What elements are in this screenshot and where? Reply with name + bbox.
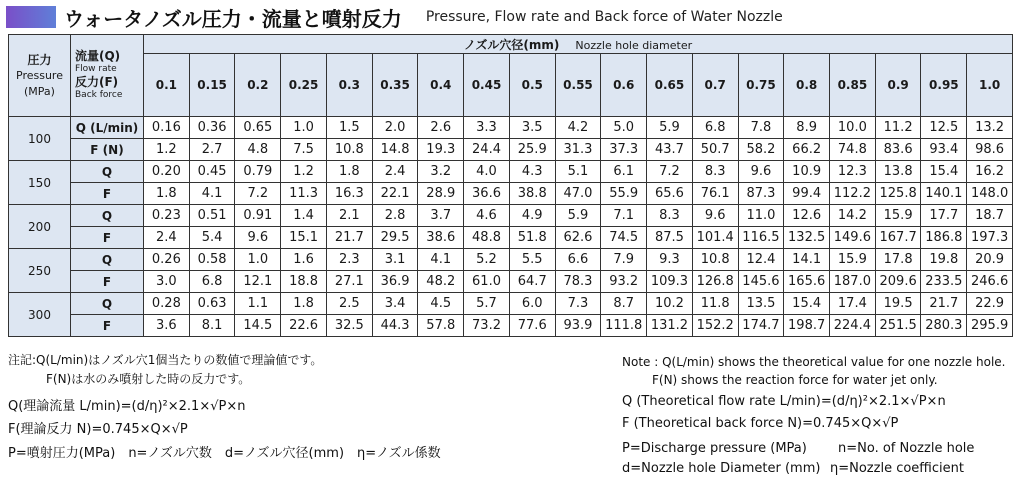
- table-row: [9, 183, 1013, 205]
- value-cell: 21.7: [326, 227, 372, 249]
- value-cell: 12.4: [738, 249, 784, 271]
- diameter-cell: 0.75: [738, 54, 784, 117]
- table-body: [9, 117, 1013, 337]
- value-cell: 4.2: [555, 117, 601, 139]
- value-cell: 14.8: [372, 139, 418, 161]
- value-cell: 19.3: [418, 139, 464, 161]
- value-cell: 58.2: [738, 139, 784, 161]
- value-cell: 12.6: [784, 205, 830, 227]
- value-cell: 55.9: [601, 183, 647, 205]
- value-cell: 6.8: [692, 117, 738, 139]
- table-row: [9, 161, 1013, 183]
- diameter-cell: 0.3: [326, 54, 372, 117]
- value-cell: 198.7: [784, 315, 830, 337]
- pressure-header: 圧力 Pressure (MPa): [9, 35, 71, 117]
- value-cell: 57.8: [418, 315, 464, 337]
- value-cell: 15.1: [281, 227, 327, 249]
- value-cell: 1.4: [281, 205, 327, 227]
- value-cell: 9.6: [692, 205, 738, 227]
- legend-en-d: d=Nozzle hole Diameter (mm): [622, 461, 821, 476]
- value-cell: 145.6: [738, 271, 784, 293]
- value-cell: 251.5: [875, 315, 921, 337]
- value-cell: 44.3: [372, 315, 418, 337]
- value-cell: 295.9: [967, 315, 1013, 337]
- value-cell: 74.5: [601, 227, 647, 249]
- value-cell: 1.8: [144, 183, 190, 205]
- value-cell: 0.45: [189, 161, 235, 183]
- value-cell: 5.9: [555, 205, 601, 227]
- value-cell: 7.9: [601, 249, 647, 271]
- pressure-cell: 150: [9, 161, 71, 205]
- value-cell: 1.2: [144, 139, 190, 161]
- value-cell: 17.8: [875, 249, 921, 271]
- value-cell: 10.8: [692, 249, 738, 271]
- value-cell: 6.1: [601, 161, 647, 183]
- value-cell: 12.3: [830, 161, 876, 183]
- table-row: [9, 205, 1013, 227]
- value-cell: 78.3: [555, 271, 601, 293]
- value-cell: 47.0: [555, 183, 601, 205]
- table-row: [9, 315, 1013, 337]
- value-cell: 77.6: [509, 315, 555, 337]
- value-cell: 2.6: [418, 117, 464, 139]
- value-cell: 0.20: [144, 161, 190, 183]
- value-cell: 131.2: [647, 315, 693, 337]
- value-cell: 22.6: [281, 315, 327, 337]
- value-cell: 3.3: [464, 117, 510, 139]
- diameter-cell: 0.7: [692, 54, 738, 117]
- value-cell: 99.4: [784, 183, 830, 205]
- value-cell: 3.1: [372, 249, 418, 271]
- value-cell: 5.5: [509, 249, 555, 271]
- value-cell: 20.9: [967, 249, 1013, 271]
- value-cell: 9.3: [647, 249, 693, 271]
- note-en-1: Note : Q(L/min) shows the theoretical value for one nozzle hole.: [622, 355, 1006, 369]
- value-cell: 19.8: [921, 249, 967, 271]
- value-cell: 32.5: [326, 315, 372, 337]
- value-cell: 1.0: [281, 117, 327, 139]
- value-cell: 280.3: [921, 315, 967, 337]
- value-cell: 13.5: [738, 293, 784, 315]
- value-cell: 83.6: [875, 139, 921, 161]
- value-cell: 246.6: [967, 271, 1013, 293]
- value-cell: 14.5: [235, 315, 281, 337]
- value-cell: 5.7: [464, 293, 510, 315]
- row-kind-label: F: [71, 271, 144, 293]
- diameter-cell: 0.35: [372, 54, 418, 117]
- value-cell: 16.3: [326, 183, 372, 205]
- value-cell: 21.7: [921, 293, 967, 315]
- row-kind-label: F: [71, 183, 144, 205]
- value-cell: 93.2: [601, 271, 647, 293]
- value-cell: 11.3: [281, 183, 327, 205]
- value-cell: 15.4: [921, 161, 967, 183]
- value-cell: 50.7: [692, 139, 738, 161]
- value-cell: 38.6: [418, 227, 464, 249]
- value-cell: 6.0: [509, 293, 555, 315]
- row-kind-label: F: [71, 315, 144, 337]
- value-cell: 4.3: [509, 161, 555, 183]
- value-cell: 36.6: [464, 183, 510, 205]
- value-cell: 209.6: [875, 271, 921, 293]
- value-cell: 2.7: [189, 139, 235, 161]
- value-cell: 9.6: [235, 227, 281, 249]
- value-cell: 109.3: [647, 271, 693, 293]
- diameter-cell: 0.8: [784, 54, 830, 117]
- value-cell: 22.9: [967, 293, 1013, 315]
- value-cell: 233.5: [921, 271, 967, 293]
- value-cell: 132.5: [784, 227, 830, 249]
- value-cell: 3.7: [418, 205, 464, 227]
- value-cell: 3.5: [509, 117, 555, 139]
- pressure-cell: 200: [9, 205, 71, 249]
- formula-q-jp: Q(理論流量 L/min)=(d/η)²×2.1×√P×n: [8, 399, 246, 414]
- value-cell: 2.4: [372, 161, 418, 183]
- value-cell: 24.4: [464, 139, 510, 161]
- value-cell: 15.4: [784, 293, 830, 315]
- value-cell: 19.5: [875, 293, 921, 315]
- legend-en-p: P=Discharge pressure (MPa): [622, 441, 807, 456]
- value-cell: 7.8: [738, 117, 784, 139]
- value-cell: 7.3: [555, 293, 601, 315]
- value-cell: 8.3: [692, 161, 738, 183]
- value-cell: 9.6: [738, 161, 784, 183]
- note-jp-2: F(N)は水のみ噴射した時の反力です。: [46, 372, 251, 386]
- value-cell: 17.4: [830, 293, 876, 315]
- value-cell: 3.0: [144, 271, 190, 293]
- value-cell: 14.1: [784, 249, 830, 271]
- table-row: [9, 227, 1013, 249]
- value-cell: 0.16: [144, 117, 190, 139]
- diameter-cell: 0.15: [189, 54, 235, 117]
- title-bar: [6, 4, 783, 30]
- value-cell: 4.0: [464, 161, 510, 183]
- value-cell: 7.2: [647, 161, 693, 183]
- value-cell: 11.0: [738, 205, 784, 227]
- value-cell: 0.79: [235, 161, 281, 183]
- value-cell: 37.3: [601, 139, 647, 161]
- value-cell: 10.0: [830, 117, 876, 139]
- value-cell: 18.7: [967, 205, 1013, 227]
- value-cell: 6.6: [555, 249, 601, 271]
- title-english: Pressure, Flow rate and Back force of Water Nozzle: [425, 9, 783, 25]
- value-cell: 224.4: [830, 315, 876, 337]
- value-cell: 152.2: [692, 315, 738, 337]
- value-cell: 3.6: [144, 315, 190, 337]
- value-cell: 11.8: [692, 293, 738, 315]
- value-cell: 62.6: [555, 227, 601, 249]
- row-kind-label: Q: [71, 205, 144, 227]
- value-cell: 126.8: [692, 271, 738, 293]
- value-cell: 16.2: [967, 161, 1013, 183]
- value-cell: 13.2: [967, 117, 1013, 139]
- title-color-block: [6, 6, 56, 28]
- formula-q-en: Q (Theoretical flow rate L/min)=(d/η)²×2.1×√P×n: [622, 394, 946, 409]
- value-cell: 4.6: [464, 205, 510, 227]
- value-cell: 112.2: [830, 183, 876, 205]
- value-cell: 1.8: [326, 161, 372, 183]
- diameter-cell: 0.6: [601, 54, 647, 117]
- pressure-cell: 300: [9, 293, 71, 337]
- diameter-cell: 0.25: [281, 54, 327, 117]
- value-cell: 2.8: [372, 205, 418, 227]
- value-cell: 3.2: [418, 161, 464, 183]
- value-cell: 0.26: [144, 249, 190, 271]
- table-row: [9, 117, 1013, 139]
- value-cell: 61.0: [464, 271, 510, 293]
- value-cell: 98.6: [967, 139, 1013, 161]
- table-row: [9, 139, 1013, 161]
- table-row: [9, 249, 1013, 271]
- value-cell: 2.1: [326, 205, 372, 227]
- value-cell: 10.2: [647, 293, 693, 315]
- value-cell: 0.58: [189, 249, 235, 271]
- value-cell: 0.51: [189, 205, 235, 227]
- value-cell: 73.2: [464, 315, 510, 337]
- value-cell: 65.6: [647, 183, 693, 205]
- value-cell: 17.7: [921, 205, 967, 227]
- legend-en-eta: η=Nozzle coefficient: [830, 461, 964, 476]
- diameter-cell: 0.65: [647, 54, 693, 117]
- value-cell: 187.0: [830, 271, 876, 293]
- diameter-cell: 0.55: [555, 54, 601, 117]
- value-cell: 4.5: [418, 293, 464, 315]
- value-cell: 51.8: [509, 227, 555, 249]
- value-cell: 5.1: [555, 161, 601, 183]
- pressure-cell: 100: [9, 117, 71, 161]
- value-cell: 111.8: [601, 315, 647, 337]
- nozzle-diameter-header: ノズル穴径(mm) Nozzle hole diameter: [144, 35, 1013, 54]
- value-cell: 2.3: [326, 249, 372, 271]
- value-cell: 0.23: [144, 205, 190, 227]
- value-cell: 167.7: [875, 227, 921, 249]
- value-cell: 4.8: [235, 139, 281, 161]
- value-cell: 8.7: [601, 293, 647, 315]
- formula-f-en: F (Theoretical back force N)=0.745×Q×√P: [622, 416, 899, 431]
- row-kind-label: Q: [71, 161, 144, 183]
- value-cell: 87.5: [647, 227, 693, 249]
- value-cell: 76.1: [692, 183, 738, 205]
- value-cell: 0.63: [189, 293, 235, 315]
- diameter-cell: 1.0: [967, 54, 1013, 117]
- value-cell: 31.3: [555, 139, 601, 161]
- value-cell: 1.5: [326, 117, 372, 139]
- value-cell: 66.2: [784, 139, 830, 161]
- value-cell: 8.9: [784, 117, 830, 139]
- value-cell: 2.4: [144, 227, 190, 249]
- value-cell: 186.8: [921, 227, 967, 249]
- value-cell: 5.0: [601, 117, 647, 139]
- value-cell: 101.4: [692, 227, 738, 249]
- value-cell: 28.9: [418, 183, 464, 205]
- value-cell: 22.1: [372, 183, 418, 205]
- value-cell: 3.4: [372, 293, 418, 315]
- value-cell: 7.1: [601, 205, 647, 227]
- diameter-cell: 0.9: [875, 54, 921, 117]
- value-cell: 0.91: [235, 205, 281, 227]
- value-cell: 43.7: [647, 139, 693, 161]
- nozzle-data-table: [8, 34, 1013, 337]
- value-cell: 27.1: [326, 271, 372, 293]
- flow-back-header: 流量(Q) Flow rate 反力(F) Back force: [71, 35, 144, 117]
- value-cell: 8.3: [647, 205, 693, 227]
- value-cell: 29.5: [372, 227, 418, 249]
- diameter-cell: 0.2: [235, 54, 281, 117]
- value-cell: 4.1: [189, 183, 235, 205]
- value-cell: 8.1: [189, 315, 235, 337]
- value-cell: 148.0: [967, 183, 1013, 205]
- value-cell: 11.2: [875, 117, 921, 139]
- value-cell: 1.6: [281, 249, 327, 271]
- value-cell: 0.65: [235, 117, 281, 139]
- value-cell: 87.3: [738, 183, 784, 205]
- value-cell: 1.8: [281, 293, 327, 315]
- value-cell: 12.1: [235, 271, 281, 293]
- value-cell: 13.8: [875, 161, 921, 183]
- value-cell: 5.9: [647, 117, 693, 139]
- formula-f-jp: F(理論反力 N)=0.745×Q×√P: [8, 422, 188, 437]
- value-cell: 5.2: [464, 249, 510, 271]
- value-cell: 25.9: [509, 139, 555, 161]
- value-cell: 1.1: [235, 293, 281, 315]
- table-row: [9, 271, 1013, 293]
- value-cell: 125.8: [875, 183, 921, 205]
- row-kind-label: F (N): [71, 139, 144, 161]
- value-cell: 7.2: [235, 183, 281, 205]
- diameter-cell: 0.1: [144, 54, 190, 117]
- note-jp-1: 注記:Q(L/min)はノズル穴1個当たりの数値で理論値です。: [8, 353, 323, 367]
- pressure-cell: 250: [9, 249, 71, 293]
- value-cell: 2.5: [326, 293, 372, 315]
- value-cell: 0.36: [189, 117, 235, 139]
- value-cell: 15.9: [830, 249, 876, 271]
- value-cell: 149.6: [830, 227, 876, 249]
- diameter-cell: 0.95: [921, 54, 967, 117]
- diameter-row: [9, 54, 1013, 117]
- value-cell: 48.2: [418, 271, 464, 293]
- value-cell: 6.8: [189, 271, 235, 293]
- row-kind-label: Q: [71, 249, 144, 271]
- value-cell: 93.9: [555, 315, 601, 337]
- value-cell: 7.5: [281, 139, 327, 161]
- value-cell: 10.9: [784, 161, 830, 183]
- diameter-cell: 0.85: [830, 54, 876, 117]
- row-kind-label: F: [71, 227, 144, 249]
- legend-en-n: n=No. of Nozzle hole: [838, 441, 975, 456]
- value-cell: 165.6: [784, 271, 830, 293]
- diameter-cell: 0.45: [464, 54, 510, 117]
- note-en-2: F(N) shows the reaction force for water jet only.: [652, 373, 938, 387]
- value-cell: 2.0: [372, 117, 418, 139]
- value-cell: 4.9: [509, 205, 555, 227]
- row-kind-label: Q (L/min): [71, 117, 144, 139]
- value-cell: 4.1: [418, 249, 464, 271]
- value-cell: 1.2: [281, 161, 327, 183]
- value-cell: 116.5: [738, 227, 784, 249]
- value-cell: 12.5: [921, 117, 967, 139]
- value-cell: 38.8: [509, 183, 555, 205]
- value-cell: 5.4: [189, 227, 235, 249]
- value-cell: 36.9: [372, 271, 418, 293]
- value-cell: 10.8: [326, 139, 372, 161]
- value-cell: 1.0: [235, 249, 281, 271]
- value-cell: 174.7: [738, 315, 784, 337]
- diameter-cell: 0.4: [418, 54, 464, 117]
- value-cell: 15.9: [875, 205, 921, 227]
- diameter-cell: 0.5: [509, 54, 555, 117]
- table-row: [9, 293, 1013, 315]
- value-cell: 93.4: [921, 139, 967, 161]
- value-cell: 197.3: [967, 227, 1013, 249]
- value-cell: 74.8: [830, 139, 876, 161]
- value-cell: 18.8: [281, 271, 327, 293]
- title-japanese: ウォータノズル圧力・流量と噴射反力: [64, 6, 402, 31]
- legend-jp: P=噴射圧力(MPa) n=ノズル穴数 d=ノズル穴径(mm) η=ノズル係数: [8, 446, 441, 461]
- value-cell: 64.7: [509, 271, 555, 293]
- row-kind-label: Q: [71, 293, 144, 315]
- value-cell: 0.28: [144, 293, 190, 315]
- value-cell: 48.8: [464, 227, 510, 249]
- value-cell: 140.1: [921, 183, 967, 205]
- value-cell: 14.2: [830, 205, 876, 227]
